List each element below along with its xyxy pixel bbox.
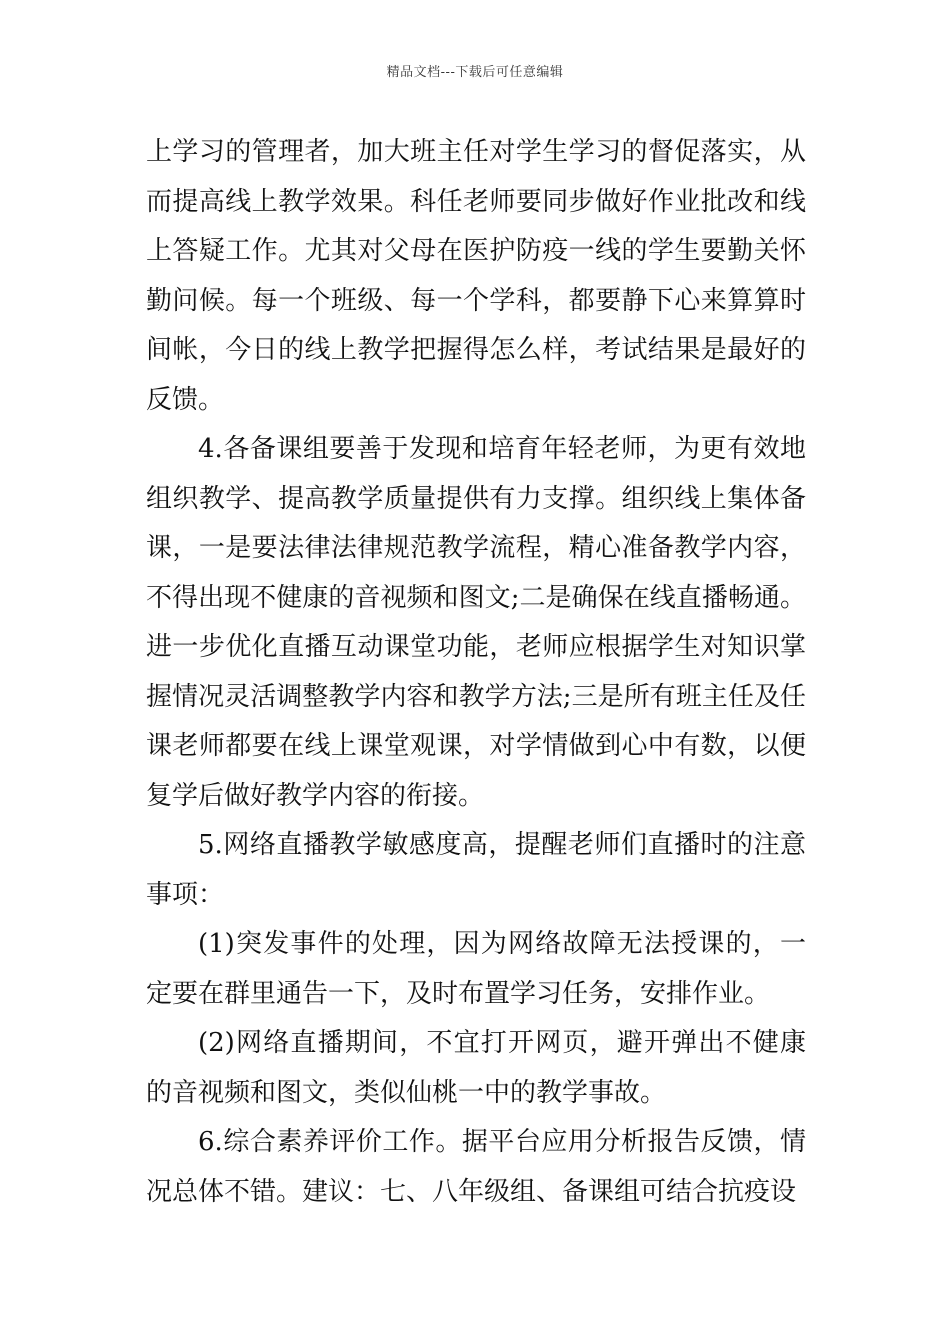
paragraph-subitem-2: (2)网络直播期间，不宜打开网页，避开弹出不健康的音视频和图文，类似仙桃一中的教学事故。 [146,1028,806,1108]
paragraph-item-4: 4.各备课组要善于发现和培育年轻老师，为更有效地组织教学、提高教学质量提供有力支撑。组织线上集体备课，一是要法律法律规范教学流程，精心准备教学内容，不得出现不健康的音视频和图文;二是确保在线直播畅通。进一步优化直播互动课堂功能，老师应根据学生对知识掌握情况灵活调整教学内容和教学方法;三是所有班主任及任课老师都要在线上课堂观课，对学情做到心中有数，以便复学后做好教学内容的衔接。 [146,434,806,811]
document-body [146,128,806,1217]
paragraph-subitem-1: (1)突发事件的处理，因为网络故障无法授课的，一定要在群里通告一下，及时布置学习任务，安排作业。 [146,929,806,1009]
paragraph-item-5: 5.网络直播教学敏感度高，提醒老师们直播时的注意事项： [146,830,806,910]
paragraph-continuation: 上学习的管理者，加大班主任对学生学习的督促落实，从而提高线上教学效果。科任老师要同步做好作业批改和线上答疑工作。尤其对父母在医护防疫一线的学生要勤关怀勤问候。每一个班级、每一个学科，都要静下心来算算时间帐，今日的线上教学把握得怎么样，考试结果是最好的反馈。 [146,137,806,415]
page-header: 精品文档---下载后可任意编辑 [386,65,564,80]
paragraph-item-6: 6.综合素养评价工作。据平台应用分析报告反馈，情况总体不错。建议：七、八年级组、备课组可结合抗疫设 [146,1127,806,1207]
